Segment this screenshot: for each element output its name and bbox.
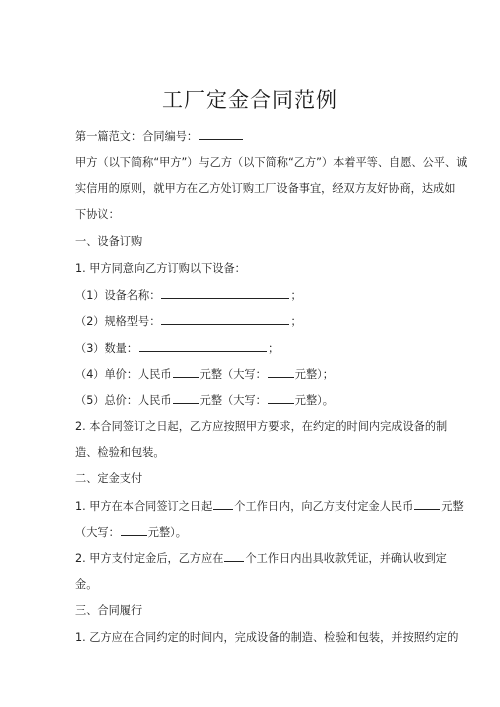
item-label: （1）设备名称：	[75, 289, 161, 302]
paragraph-text: （大写：	[75, 526, 120, 539]
fill-blank	[224, 551, 244, 562]
section-heading	[75, 472, 142, 486]
fill-blank	[268, 367, 294, 378]
paragraph-text: 元整	[441, 500, 464, 513]
paragraph-line	[75, 525, 187, 540]
paragraph-line	[75, 631, 458, 645]
item-line	[75, 367, 334, 382]
paragraph-line	[75, 499, 464, 514]
item-punct: ；	[268, 342, 280, 355]
document-title: 工厂定金合同范例	[162, 88, 338, 112]
section-heading	[75, 604, 142, 618]
item-line	[75, 341, 279, 356]
paragraph-line	[75, 551, 447, 566]
item-punct: ；	[290, 315, 302, 328]
item-line	[75, 393, 334, 408]
paragraph-text: 个工作日内出具收款凭证，并确认收到定	[245, 552, 447, 565]
paragraph-text: 下协议：	[75, 208, 120, 221]
paragraph-line	[75, 446, 165, 460]
section-heading-text: 二、定金支付	[75, 472, 143, 485]
paragraph-text: 元整）。	[147, 526, 187, 539]
paragraph-text: 金。	[75, 578, 98, 591]
fill-blank	[161, 314, 289, 325]
paragraph-text: 1. 乙方应在合同约定的时间内，完成设备的制造、检验和包装，并按照约定的	[75, 631, 459, 644]
fill-blank	[161, 288, 289, 299]
item-punct: ；	[290, 289, 302, 302]
item-line	[75, 314, 302, 329]
item-text: 元整（大写：	[199, 368, 267, 381]
fill-blank	[139, 341, 267, 352]
contract-number-blank	[199, 129, 243, 140]
fill-blank	[213, 499, 233, 510]
item-line	[75, 288, 302, 303]
item-text: 元整）。	[294, 394, 334, 407]
section-heading	[75, 235, 142, 249]
section-heading-text: 一、设备订购	[75, 235, 143, 248]
paragraph-text: 造、检验和包装。	[75, 446, 165, 459]
item-text: 元整（大写：	[199, 394, 267, 407]
fill-blank	[268, 393, 294, 404]
paragraph-line	[75, 262, 246, 276]
paragraph-text: 甲方（以下简称“甲方”）与乙方（以下简称“乙方”）本着平等、自愿、公平、诚	[75, 156, 468, 169]
paragraph-text: 2. 甲方支付定金后，乙方应在	[75, 552, 224, 565]
paragraph-text: 2. 本合同签订之日起，乙方应按照甲方要求，在约定的时间内完成设备的制	[75, 420, 448, 433]
paragraph-text: 实信用的原则，就甲方在乙方处订购工厂设备事宜，经双方友好协商，达成如	[75, 182, 456, 195]
paragraph-line	[75, 420, 447, 434]
item-label: （2）规格型号：	[75, 315, 161, 328]
contract-number-line	[75, 129, 244, 144]
item-text: 元整）；	[294, 368, 334, 381]
paragraph-line	[75, 182, 455, 196]
section-heading-text: 三、合同履行	[75, 604, 143, 617]
item-label: （3）数量：	[75, 342, 139, 355]
paragraph-line	[75, 578, 97, 592]
paragraph-line	[75, 156, 467, 170]
fill-blank	[173, 393, 199, 404]
fill-blank	[121, 525, 147, 536]
item-label: （5）总价：人民币	[75, 394, 172, 407]
fill-blank	[414, 499, 440, 510]
paragraph-text: 个工作日内，向乙方支付定金人民币	[234, 500, 414, 513]
paragraph-line	[75, 208, 120, 222]
paragraph-text: 1. 甲方在本合同签订之日起	[75, 500, 213, 513]
fill-blank	[173, 367, 199, 378]
contract-number-label: 第一篇范文：合同编号：	[75, 130, 199, 143]
item-label: （4）单价：人民币	[75, 368, 172, 381]
paragraph-text: 1. 甲方同意向乙方订购以下设备：	[75, 262, 246, 275]
